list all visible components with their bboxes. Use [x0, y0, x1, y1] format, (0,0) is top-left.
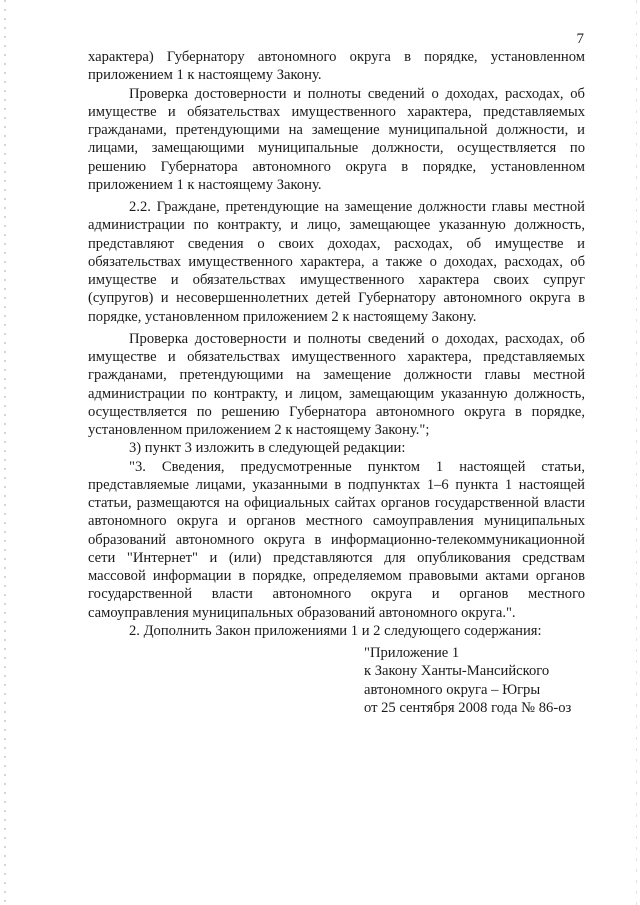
appendix-law-ref: к Закону Ханты-Мансийского [364, 663, 550, 680]
page-number: 7 [576, 31, 584, 47]
scan-edge-mark-left [4, 0, 6, 905]
paragraph-2-2: 2.2. Граждане, претендующие на замещение должности главы местной администрации по контракту, и лицо, замещающее указанную должность, представляют сведения о своих доходах, расходах, об имуществе и обязательствах имущественного характера, а также о доходах, расходах, об имуществе и обязательствах имущественного характера своих супруг (супругов) и несовершеннолетних детей Губернатору автономного округа в порядке, установленном приложением 2 к настоящему Закону. [88, 199, 585, 325]
scan-edge-mark-right [636, 0, 637, 905]
document-text [88, 48, 585, 717]
appendix-date: от 25 сентября 2008 года № 86-оз [364, 699, 572, 716]
paragraph-verification-municipal: Проверка достоверности и полноты сведений о доходах, расходах, об имуществе и обязательствах имущественного характера, представляемых гражданами, претендующими на замещение муниципальной должности, и лицами, замещающими муниципальные должности, осуществляется по решению Губернатора автономного округа в порядке, установленном приложением 1 к настоящему Закону. [88, 85, 585, 193]
paragraph-item-3: 3) пункт 3 изложить в следующей редакции: [129, 440, 406, 457]
paragraph-verification-head: Проверка достоверности и полноты сведений о доходах, расходах, об имуществе и обязательствах имущественного характера, представляемых гражданами, претендующими на замещение должности главы местной администрации по контракту, и лицом, замещающим указанную должность, осуществляется по решению Губернатора автономного округа в порядке, установленном приложением 2 к настоящему Закону."; [88, 330, 585, 438]
paragraph-point-3-text: "3. Сведения, предусмотренные пунктом 1 настоящей статьи, представляемые лицами, указанными в подпунктах 1–6 пункта 1 настоящей статьи, размещаются на официальных сайтах органов государственной власти автономного округа и органов местного самоуправления муниципальных образований автономного округа в информационно-телекоммуникационной сети "Интернет" и (или) представляются для опубликования средствам массовой информации в порядке, определяемом правовыми актами органов государственной власти автономного округа и органов местного самоуправления муниципальных образований автономного округа.". [88, 458, 585, 621]
appendix-region: автономного округа – Югры [364, 681, 541, 698]
appendix-header [364, 644, 585, 717]
paragraph-continuation: характера) Губернатору автономного округа в порядке, установленном приложением 1 к настоящему Закону. [88, 49, 585, 84]
appendix-title: "Приложение 1 [364, 645, 460, 661]
paragraph-supplement: 2. Дополнить Закон приложениями 1 и 2 следующего содержания: [129, 622, 542, 639]
